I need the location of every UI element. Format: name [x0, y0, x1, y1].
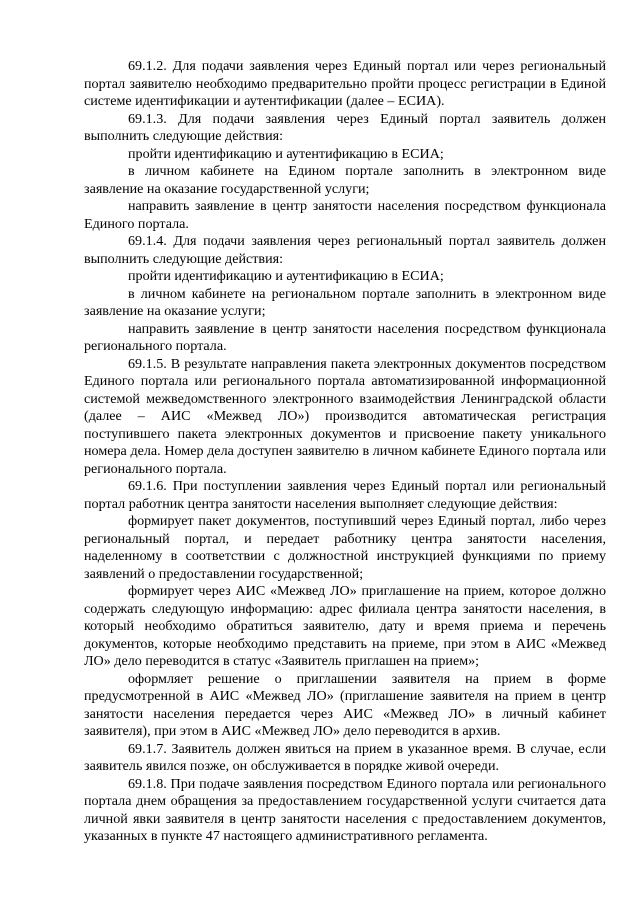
list-item-form-invitation: формирует через АИС «Межвед ЛО» приглашение на прием, которое должно содержать следующую информацию: адрес филиала центра занятости населения, в который необходимо обратиться заявителю, дату и время приема и перечень документов, которые необходимо представить на приеме, при этом в АИС «Межвед ЛО» дело переводится в статус «Заявитель приглашен на прием»; [84, 583, 606, 669]
paragraph-69-1-5: 69.1.5. В результате направления пакета электронных документов посредством Единого портала или регионального портала автоматизированной информационной системой межведомственного электронного взаимодействия Ленинградской области (далее – АИС «Межвед ЛО») производится автоматическая регистрация поступившего пакета электронных документов и присвоение пакету уникального номера дела. Номер дела доступен заявителю в личном кабинете Единого портала или регионального портала. [84, 355, 606, 477]
paragraph-69-1-7: 69.1.7. Заявитель должен явиться на прием в указанное время. В случае, если заявитель явился позже, он обслуживается в порядке живой очереди. [84, 740, 606, 774]
paragraph-69-1-2: 69.1.2. Для подачи заявления через Единый портал или через региональный портал заявителю необходимо предварительно пройти процесс регистрации в Единой системе идентификации и аутентификации (далее – ЕСИА). [84, 58, 606, 109]
paragraph-69-1-3: 69.1.3. Для подачи заявления через Единый портал заявитель должен выполнить следующие действия: [84, 110, 606, 144]
list-item-form-package: формирует пакет документов, поступивший через Единый портал, либо через региональный портал, и передает работнику центра занятости населения, наделенному в соответствии с должностной инструкцией функциями по приему заявлений о предоставлении государственной; [84, 513, 606, 582]
list-item-esia-auth-1: пройти идентификацию и аутентификацию в ЕСИА; [128, 145, 444, 162]
list-item-fill-form-regional-portal: в личном кабинете на региональном портале заполнить в электронном виде заявление на оказание услуги; [84, 285, 606, 319]
list-item-send-regional-portal: направить заявление в центр занятости населения посредством функционала регионального портала. [84, 320, 606, 354]
list-item-fill-form-unified-portal: в личном кабинете на Едином портале заполнить в электронном виде заявление на оказание государственной услуги; [84, 163, 606, 197]
list-item-send-unified-portal: направить заявление в центр занятости населения посредством функционала Единого портала. [84, 198, 606, 232]
list-item-esia-auth-2: пройти идентификацию и аутентификацию в ЕСИА; [128, 268, 444, 284]
paragraph-69-1-8: 69.1.8. При подаче заявления посредством Единого портала или регионального портала днем обращения за предоставлением государственной услуги считается дата личной явки заявителя в центр занятости населения с предоставлением документов, указанных в пункте 47 настоящего административного регламента. [84, 775, 606, 844]
paragraph-69-1-4: 69.1.4. Для подачи заявления через региональный портал заявитель должен выполнить следующие действия: [84, 233, 606, 267]
paragraph-69-1-6: 69.1.6. При поступлении заявления через Единый портал или региональный портал работник центра занятости населения выполняет следующие действия: [84, 478, 606, 512]
list-item-issue-decision: оформляет решение о приглашении заявителя на прием в форме предусмотренной в АИС «Межвед ЛО» (приглашение заявителя на прием в центр занятости населения передается через АИС «Межвед ЛО» в личный кабинет заявителя), при этом в АИС «Межвед ЛО» дело переводится в архив. [84, 670, 606, 739]
